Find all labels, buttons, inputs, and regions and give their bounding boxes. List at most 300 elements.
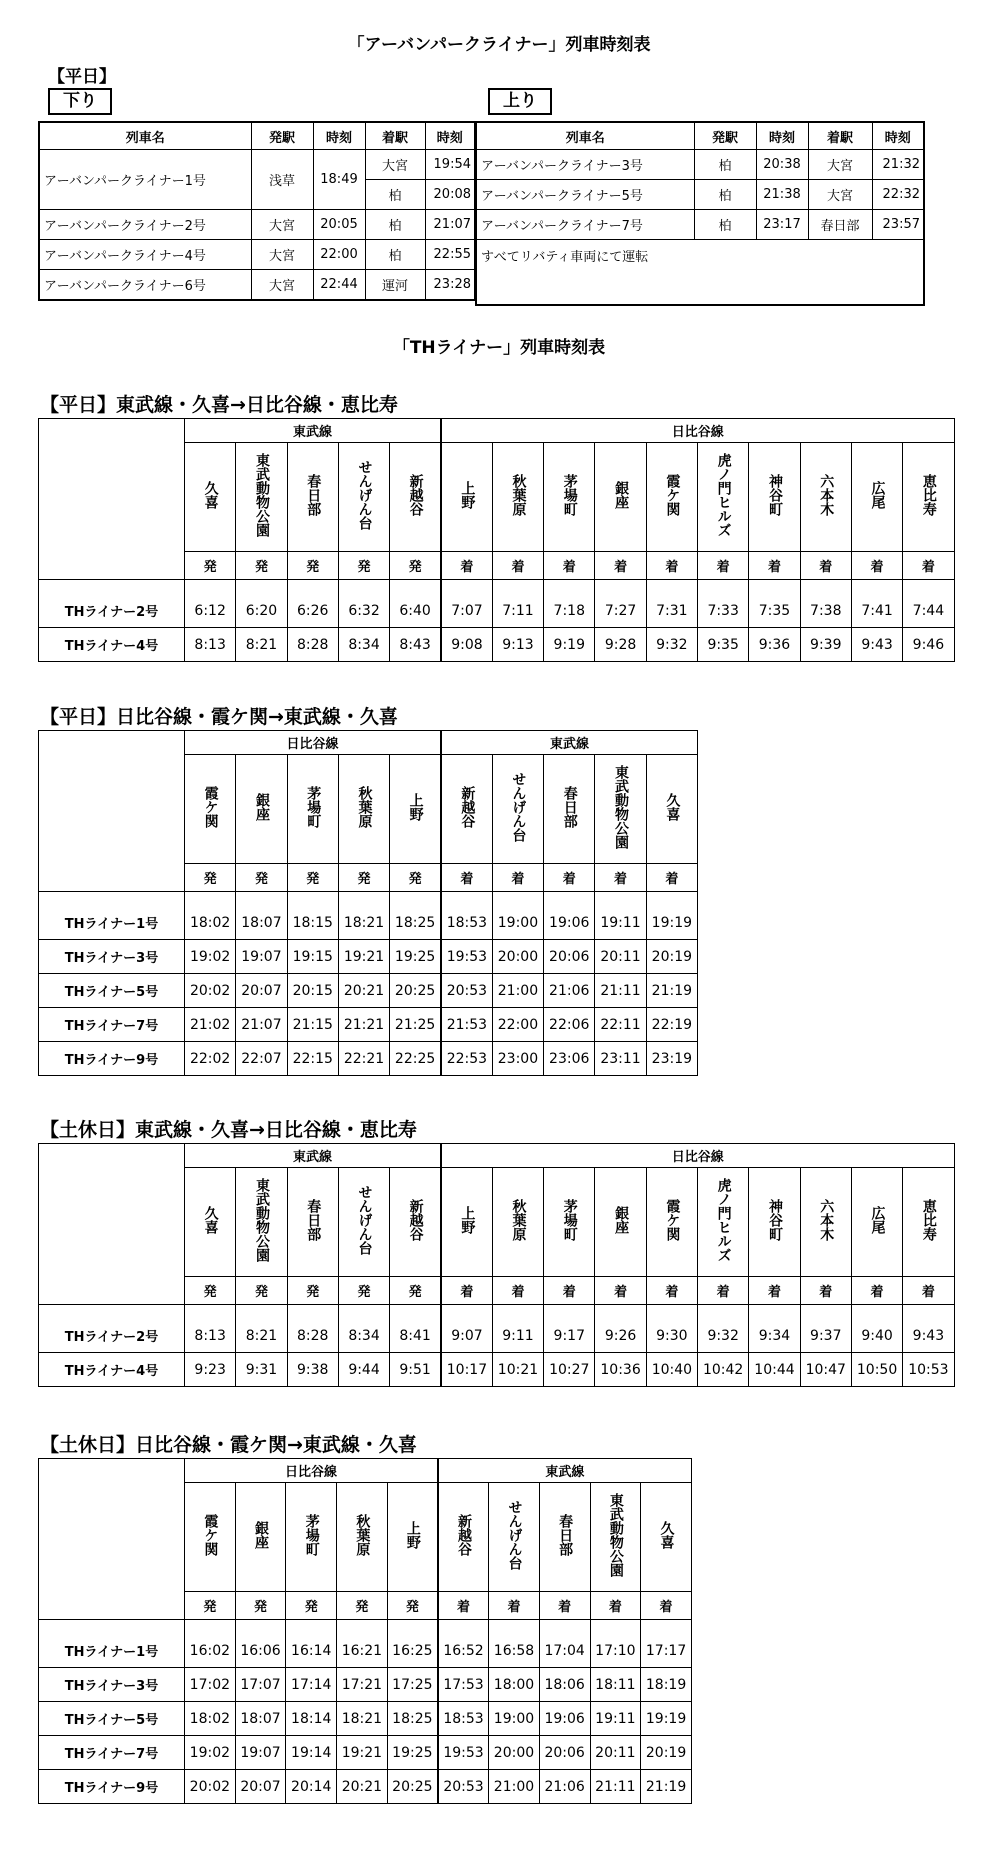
train-name: THライナー1号 (39, 906, 185, 940)
dep-arr-label: 着 (441, 552, 492, 580)
spacer-cell (544, 892, 595, 907)
line-group-label: 東武線 (185, 419, 442, 443)
th-timetable (38, 1143, 955, 1387)
time-cell: 23:06 (544, 1042, 595, 1076)
column-header: 時刻 (425, 122, 475, 150)
table-row (39, 1042, 698, 1076)
departure-station: 柏 (694, 210, 756, 240)
station-label: 秋葉原 (354, 1514, 371, 1556)
dep-arr-label: 着 (539, 1592, 590, 1620)
spacer-cell (489, 1620, 540, 1635)
time-cell: 18:25 (387, 1702, 438, 1736)
dep-arr-label: 発 (390, 552, 441, 580)
time-cell: 8:34 (338, 1319, 389, 1353)
dep-arr-label: 発 (338, 864, 389, 892)
time-cell: 18:25 (390, 906, 441, 940)
train-name: THライナー7号 (39, 1736, 185, 1770)
time-cell: 19:07 (236, 940, 287, 974)
spacer-row (39, 892, 698, 907)
time-cell: 7:38 (800, 594, 851, 628)
station-label: 新越谷 (407, 1199, 424, 1241)
station-label: せんげん台 (356, 1185, 373, 1255)
dep-arr-label: 着 (800, 552, 851, 580)
table-row (39, 1668, 692, 1702)
column-header: 着駅 (808, 122, 872, 150)
table-row (39, 1702, 692, 1736)
time-cell: 18:53 (441, 906, 492, 940)
time-cell: 21:53 (441, 1008, 492, 1042)
station-label: 秋葉原 (510, 1199, 527, 1241)
station-label: 久喜 (664, 793, 681, 821)
time-cell: 7:18 (544, 594, 595, 628)
spacer-cell (185, 1305, 236, 1320)
dep-arr-label: 発 (236, 552, 287, 580)
station-label: 東武動物公園 (253, 1178, 270, 1262)
spacer-cell (492, 892, 543, 907)
time-cell: 21:06 (544, 974, 595, 1008)
spacer-cell (236, 892, 287, 907)
time-cell: 10:44 (749, 1353, 800, 1387)
time-cell: 9:46 (903, 628, 954, 662)
time-cell: 20:00 (489, 1736, 540, 1770)
spacer-cell (441, 892, 492, 907)
table-row (39, 150, 475, 180)
spacer-cell (387, 1620, 438, 1635)
time-cell: 23:11 (595, 1042, 646, 1076)
station-label: 東武動物公園 (613, 765, 630, 849)
time-cell: 10:42 (698, 1353, 749, 1387)
time-cell: 19:02 (185, 1736, 236, 1770)
station-label: 広尾 (869, 481, 886, 509)
time-cell: 10:53 (903, 1353, 954, 1387)
time-cell: 9:51 (390, 1353, 441, 1387)
dep-arr-label: 着 (595, 1277, 646, 1305)
spacer-cell (749, 580, 800, 595)
station-name (387, 1483, 438, 1592)
time-cell: 9:26 (595, 1319, 646, 1353)
time-cell: 18:00 (489, 1668, 540, 1702)
time-cell: 9:08 (441, 628, 492, 662)
spacer-cell (39, 892, 185, 907)
arrival-time: 21:07 (425, 210, 475, 240)
time-cell: 21:06 (539, 1770, 590, 1804)
station-name (539, 1483, 590, 1592)
station-label: せんげん台 (356, 460, 373, 530)
station-name (338, 1168, 389, 1277)
arrival-station: 春日部 (808, 210, 872, 240)
dep-arr-label: 発 (287, 1277, 338, 1305)
time-cell: 21:19 (646, 974, 697, 1008)
station-label: 六本木 (818, 1199, 835, 1241)
spacer-cell (492, 580, 543, 595)
station-name (646, 755, 697, 864)
train-name: THライナー3号 (39, 940, 185, 974)
station-label: 久喜 (202, 1206, 219, 1234)
time-cell: 16:06 (235, 1634, 286, 1668)
arrival-time: 23:57 (872, 210, 924, 240)
time-cell: 21:11 (595, 974, 646, 1008)
station-label: 春日部 (561, 786, 578, 828)
column-header: 列車名 (476, 122, 694, 150)
table-row (476, 180, 924, 210)
station-label: 茅場町 (561, 474, 578, 516)
arrival-station: 柏 (365, 240, 425, 270)
time-cell: 18:06 (539, 1668, 590, 1702)
time-cell: 16:21 (337, 1634, 388, 1668)
spacer-cell (590, 1620, 641, 1635)
time-cell: 10:27 (544, 1353, 595, 1387)
time-cell: 20:19 (641, 1736, 692, 1770)
time-cell: 21:00 (492, 974, 543, 1008)
time-cell: 21:07 (236, 1008, 287, 1042)
dep-arr-label: 着 (851, 552, 902, 580)
spacer-cell (492, 1305, 543, 1320)
time-cell: 19:25 (387, 1736, 438, 1770)
time-cell: 21:02 (185, 1008, 236, 1042)
station-name (590, 1483, 641, 1592)
dep-arr-label: 着 (489, 1592, 540, 1620)
station-name (185, 443, 236, 552)
time-cell: 8:28 (287, 1319, 338, 1353)
dep-arr-label: 着 (698, 552, 749, 580)
spacer-cell (441, 1305, 492, 1320)
station-name (851, 1168, 902, 1277)
time-cell: 18:07 (235, 1702, 286, 1736)
time-cell: 6:32 (338, 594, 389, 628)
table-row (39, 974, 698, 1008)
time-cell: 16:58 (489, 1634, 540, 1668)
spacer-cell (185, 580, 236, 595)
time-cell: 9:43 (903, 1319, 954, 1353)
spacer-cell (39, 1620, 185, 1635)
dep-arr-label: 着 (441, 864, 492, 892)
spacer-cell (185, 1620, 236, 1635)
time-cell: 18:21 (337, 1702, 388, 1736)
dep-arr-label: 発 (236, 864, 287, 892)
station-name (337, 1483, 388, 1592)
time-cell: 20:02 (185, 1770, 236, 1804)
dep-arr-label: 着 (595, 552, 646, 580)
station-name (646, 443, 697, 552)
spacer-cell (698, 1305, 749, 1320)
time-cell: 17:07 (235, 1668, 286, 1702)
time-cell: 9:31 (236, 1353, 287, 1387)
time-cell: 9:11 (492, 1319, 543, 1353)
up-direction-label: 上り (488, 88, 552, 115)
station-label: 上野 (459, 481, 476, 509)
time-cell: 17:53 (438, 1668, 489, 1702)
station-name (287, 755, 338, 864)
time-cell: 22:06 (544, 1008, 595, 1042)
spacer-cell (338, 580, 389, 595)
train-name: アーバンパークライナー3号 (476, 150, 694, 180)
th-section-title: 【土休日】東武線・久喜→日比谷線・恵比寿 (40, 1119, 417, 1141)
station-name (287, 1168, 338, 1277)
spacer-cell (641, 1620, 692, 1635)
urban-up-table (475, 121, 925, 306)
time-cell: 21:25 (390, 1008, 441, 1042)
line-group-row (39, 731, 698, 755)
train-name: THライナー5号 (39, 1702, 185, 1736)
table-row (39, 1319, 955, 1353)
time-cell: 9:28 (595, 628, 646, 662)
spacer-cell (337, 1620, 388, 1635)
station-label: 春日部 (305, 1199, 322, 1241)
time-cell: 21:00 (489, 1770, 540, 1804)
spacer-cell (287, 1305, 338, 1320)
time-cell: 22:53 (441, 1042, 492, 1076)
dep-arr-label: 発 (185, 864, 236, 892)
station-label: 新越谷 (456, 1514, 473, 1556)
time-cell: 20:07 (235, 1770, 286, 1804)
departure-station: 柏 (694, 150, 756, 180)
column-header: 着駅 (365, 122, 425, 150)
time-cell: 17:25 (387, 1668, 438, 1702)
time-cell: 10:17 (441, 1353, 492, 1387)
departure-time: 22:44 (313, 270, 365, 301)
time-cell: 20:02 (185, 974, 236, 1008)
station-label: 東武動物公園 (253, 453, 270, 537)
spacer-cell (646, 1305, 697, 1320)
time-cell: 19:25 (390, 940, 441, 974)
time-cell: 20:53 (438, 1770, 489, 1804)
time-cell: 9:32 (646, 628, 697, 662)
time-cell: 8:41 (390, 1319, 441, 1353)
column-header: 発駅 (694, 122, 756, 150)
time-cell: 6:12 (185, 594, 236, 628)
spacer-cell (287, 580, 338, 595)
column-header: 時刻 (313, 122, 365, 150)
corner-cell (39, 1144, 185, 1305)
header-row (39, 122, 475, 150)
station-label: 久喜 (202, 481, 219, 509)
station-name (851, 443, 902, 552)
station-label: 六本木 (818, 474, 835, 516)
spacer-cell (544, 580, 595, 595)
time-cell: 9:43 (851, 628, 902, 662)
departure-station: 浅草 (251, 150, 313, 210)
time-cell: 20:06 (544, 940, 595, 974)
time-cell: 18:02 (185, 906, 236, 940)
urban-note: すべてリバティ車両にて運転 (476, 240, 924, 306)
time-cell: 22:15 (287, 1042, 338, 1076)
station-name (641, 1483, 692, 1592)
arrival-time: 22:55 (425, 240, 475, 270)
spacer-cell (800, 580, 851, 595)
dep-arr-label: 着 (544, 864, 595, 892)
time-cell: 19:21 (337, 1736, 388, 1770)
station-label: 上野 (407, 793, 424, 821)
time-cell: 10:40 (646, 1353, 697, 1387)
time-cell: 18:21 (338, 906, 389, 940)
dep-arr-label: 着 (544, 552, 595, 580)
spacer-cell (236, 580, 287, 595)
time-cell: 9:30 (646, 1319, 697, 1353)
station-name (441, 443, 492, 552)
time-cell: 20:14 (286, 1770, 337, 1804)
spacer-cell (539, 1620, 590, 1635)
time-cell: 8:43 (390, 628, 441, 662)
dep-arr-label: 着 (749, 1277, 800, 1305)
time-cell: 7:33 (698, 594, 749, 628)
dep-arr-label: 発 (185, 1592, 236, 1620)
time-cell: 17:14 (286, 1668, 337, 1702)
departure-station: 大宮 (251, 210, 313, 240)
time-cell: 21:19 (641, 1770, 692, 1804)
time-cell: 7:44 (903, 594, 954, 628)
dep-arr-label: 着 (903, 552, 954, 580)
spacer-row (39, 580, 955, 595)
time-cell: 21:15 (287, 1008, 338, 1042)
time-cell: 19:00 (492, 906, 543, 940)
urban-down-table (38, 121, 476, 301)
table-row (39, 940, 698, 974)
station-name (338, 755, 389, 864)
urban-section-label: 【平日】 (48, 67, 116, 87)
station-name (489, 1483, 540, 1592)
station-name (390, 755, 441, 864)
time-cell: 18:07 (236, 906, 287, 940)
corner-cell (39, 1459, 185, 1620)
time-cell: 18:19 (641, 1668, 692, 1702)
dep-arr-label: 発 (338, 552, 389, 580)
station-name (338, 443, 389, 552)
time-cell: 9:23 (185, 1353, 236, 1387)
station-name (544, 1168, 595, 1277)
station-name (698, 1168, 749, 1277)
station-label: 銀座 (613, 481, 630, 509)
spacer-cell (236, 1305, 287, 1320)
station-label: 新越谷 (459, 786, 476, 828)
station-label: 茅場町 (561, 1199, 578, 1241)
time-cell: 22:21 (338, 1042, 389, 1076)
dep-arr-label: 着 (641, 1592, 692, 1620)
dep-arr-label: 発 (236, 1277, 287, 1305)
station-name (236, 755, 287, 864)
train-name: THライナー9号 (39, 1770, 185, 1804)
station-label: 秋葉原 (356, 786, 373, 828)
arrival-station: 運河 (365, 270, 425, 301)
spacer-cell (851, 1305, 902, 1320)
time-cell: 18:14 (286, 1702, 337, 1736)
time-cell: 16:25 (387, 1634, 438, 1668)
dep-arr-label: 発 (185, 1277, 236, 1305)
spacer-cell (390, 580, 441, 595)
station-name (749, 443, 800, 552)
time-cell: 18:02 (185, 1702, 236, 1736)
column-header: 発駅 (251, 122, 313, 150)
table-row (39, 594, 955, 628)
station-name (185, 1168, 236, 1277)
th-timetable (38, 1458, 692, 1804)
station-label: 広尾 (869, 1206, 886, 1234)
station-label: 銀座 (613, 1206, 630, 1234)
line-group-row (39, 1144, 955, 1168)
time-cell: 19:53 (438, 1736, 489, 1770)
time-cell: 20:11 (590, 1736, 641, 1770)
departure-station: 柏 (694, 180, 756, 210)
station-label: 上野 (404, 1521, 421, 1549)
train-name: THライナー1号 (39, 1634, 185, 1668)
train-name: アーバンパークライナー2号 (39, 210, 251, 240)
time-cell: 19:21 (338, 940, 389, 974)
station-label: 銀座 (253, 1521, 270, 1549)
train-name: アーバンパークライナー7号 (476, 210, 694, 240)
time-cell: 8:13 (185, 628, 236, 662)
time-cell: 18:53 (438, 1702, 489, 1736)
station-name (903, 443, 954, 552)
station-name (800, 1168, 851, 1277)
time-cell: 22:07 (236, 1042, 287, 1076)
station-label: 霞ケ関 (202, 1514, 219, 1556)
train-name: THライナー2号 (39, 1319, 185, 1353)
th-section-title: 【土休日】日比谷線・霞ケ関→東武線・久喜 (40, 1434, 417, 1456)
column-header: 列車名 (39, 122, 251, 150)
station-name (749, 1168, 800, 1277)
spacer-cell (286, 1620, 337, 1635)
station-label: せんげん台 (510, 772, 527, 842)
th-timetable (38, 730, 698, 1076)
dep-arr-label: 着 (595, 864, 646, 892)
dep-arr-label: 発 (286, 1592, 337, 1620)
column-header: 時刻 (872, 122, 924, 150)
time-cell: 7:07 (441, 594, 492, 628)
time-cell: 22:11 (595, 1008, 646, 1042)
dep-arr-label: 着 (492, 552, 543, 580)
time-cell: 10:47 (800, 1353, 851, 1387)
station-name (286, 1483, 337, 1592)
spacer-cell (338, 892, 389, 907)
line-group-label: 日比谷線 (441, 419, 954, 443)
column-header: 時刻 (756, 122, 808, 150)
table-row (39, 1736, 692, 1770)
time-cell: 10:50 (851, 1353, 902, 1387)
train-name: THライナー3号 (39, 1668, 185, 1702)
time-cell: 8:21 (236, 1319, 287, 1353)
time-cell: 17:17 (641, 1634, 692, 1668)
header-row (476, 122, 924, 150)
time-cell: 19:11 (590, 1702, 641, 1736)
arrival-time: 19:54 (425, 150, 475, 180)
time-cell: 20:00 (492, 940, 543, 974)
arrival-time: 21:32 (872, 150, 924, 180)
spacer-cell (438, 1620, 489, 1635)
table-row (39, 1353, 955, 1387)
th-section-title: 【平日】日比谷線・霞ケ関→東武線・久喜 (40, 706, 398, 728)
dep-arr-label: 着 (590, 1592, 641, 1620)
station-name (235, 1483, 286, 1592)
dep-arr-label: 着 (438, 1592, 489, 1620)
time-cell: 6:26 (287, 594, 338, 628)
train-name: アーバンパークライナー4号 (39, 240, 251, 270)
corner-cell (39, 419, 185, 580)
urban-title: 「アーバンパークライナー」列車時刻表 (347, 35, 651, 55)
dep-arr-label: 発 (338, 1277, 389, 1305)
station-name (390, 1168, 441, 1277)
th-timetable (38, 418, 955, 662)
time-cell: 7:31 (646, 594, 697, 628)
time-cell: 20:53 (441, 974, 492, 1008)
station-label: 東武動物公園 (607, 1493, 624, 1577)
departure-station: 大宮 (251, 270, 313, 301)
down-direction-label: 下り (48, 88, 112, 115)
time-cell: 22:02 (185, 1042, 236, 1076)
spacer-cell (851, 580, 902, 595)
dep-arr-label: 発 (185, 552, 236, 580)
spacer-cell (595, 1305, 646, 1320)
spacer-row (39, 1305, 955, 1320)
line-group-label: 日比谷線 (185, 1459, 438, 1483)
